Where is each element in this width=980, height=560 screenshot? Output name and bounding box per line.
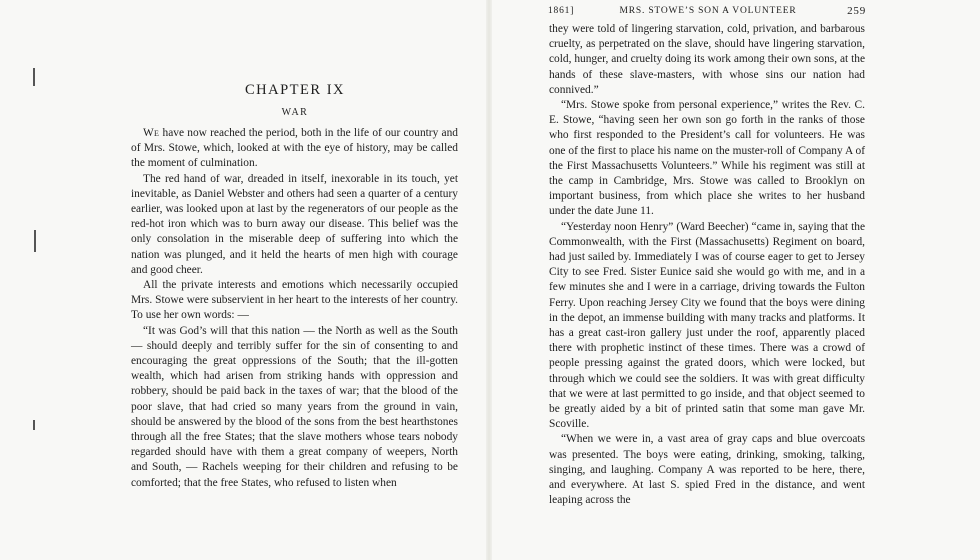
paragraph: “Mrs. Stowe spoke from personal experience,” writes the Rev. C. E. Stowe, “having seen her own son go forth in the ranks of those who first responded to the President’s call for volunteers. He was one of the first to place his name on the muster-roll of Company A of the First Massachusetts Volunteers.” While his regiment was still at the camp in Cambridge, Mrs. Stowe was called to Brooklyn on important business, from which place she writes to her husband under the date June 11. xyxy=(549,99,865,218)
running-head-title: MRS. STOWE’S SON A VOLUNTEER xyxy=(619,6,797,16)
paragraph-lead-word: We xyxy=(143,127,160,139)
running-head xyxy=(548,6,866,20)
paragraph: they were told of lingering starvation, cold, privation, and barbarous cruelty, as perpetrated on the slave, should have lingering starvation, cold, hunger, and cruelty doing its work among their own sons, at the hands of these slave-masters, with whose sins our nation had connived.” xyxy=(549,23,865,96)
paragraph: All the private interests and emotions which necessarily occupied Mrs. Stowe were subservient in her heart to the interests of her country. To use her own words: — xyxy=(131,279,458,322)
paragraph xyxy=(131,126,458,172)
paragraph: “Yesterday noon Henry” (Ward Beecher) “came in, saying that the Commonwealth, with the First (Massachusetts) Regiment on board, had just sailed by. Immediately I was of course eager to get to Jersey City to see Fred. Sister Eunice said she would go with me, and in a few minutes she and I were in a carriage, driving towards the Fulton Ferry. Upon reaching Jersey City we found that the boys were dining in the depot, an immense building with many tracks and platforms. It has a great cast-iron gallery just under the roof, apparently placed there with prophetic instinct of these times. There was a crowd of people pressing against the grated doors, which were locked, but through which we could see the soldiers. It was with great difficulty that we were at last permitted to go inside, and that object seemed to be greatly aided by a bit of printed satin that some man gave Mr. Scoville. xyxy=(549,220,865,431)
margin-mark xyxy=(33,420,35,430)
margin-mark xyxy=(34,230,36,252)
paragraph: The red hand of war, dreaded in itself, inexorable in its touch, yet inevitable, as Daniel Webster and others had seen a quarter of a century earlier, was looked upon at last by the regenerators of our people as the red-hot iron which was to burn away our disease. This belief was the only consolation in the miserable deep of suffering into which the nation was plunged, and it held the hearts of men high with courage and good cheer. xyxy=(131,172,458,276)
right-text-column xyxy=(549,22,865,509)
margin-mark xyxy=(33,68,35,86)
left-text-column xyxy=(131,126,458,491)
paragraph: “When we were in, a vast area of gray caps and blue overcoats was presented. The boys were eating, drinking, smoking, talking, singing, and laughing. Company A was reported to be here, there, and everywhere. At last S. spied Fred in the distance, and went leaping across the xyxy=(549,433,865,507)
paragraph-text: have now reached the period, both in the life of our country and of Mrs. Stowe, which, looked at with the eye of history, may be called the moment of culmination. xyxy=(131,127,458,170)
chapter-title: CHAPTER IX xyxy=(245,82,345,98)
running-head-year: 1861] xyxy=(548,6,575,16)
paragraph: “It was God’s will that this nation — the North as well as the South — should deeply and terribly suffer for the sin of consenting to and encouraging the great oppressions of the South; that the ill-gotten wealth, which had arisen from striking hands with oppression and robbery, should be paid back in the taxes of war; that the blood of the poor slave, that had cried so many years from the ground in vain, should be answered by the blood of the sons from the best hearthstones through all the free States; that the slave mothers whose tears nobody regarded should have with them a great company of weepers, North and South, — Rachels weeping for their children and refusing to be comforted; that the free States, who refused to listen when xyxy=(131,324,458,489)
chapter-subtitle: WAR xyxy=(281,107,309,118)
left-page xyxy=(0,0,488,560)
page-number: 259 xyxy=(847,5,866,17)
